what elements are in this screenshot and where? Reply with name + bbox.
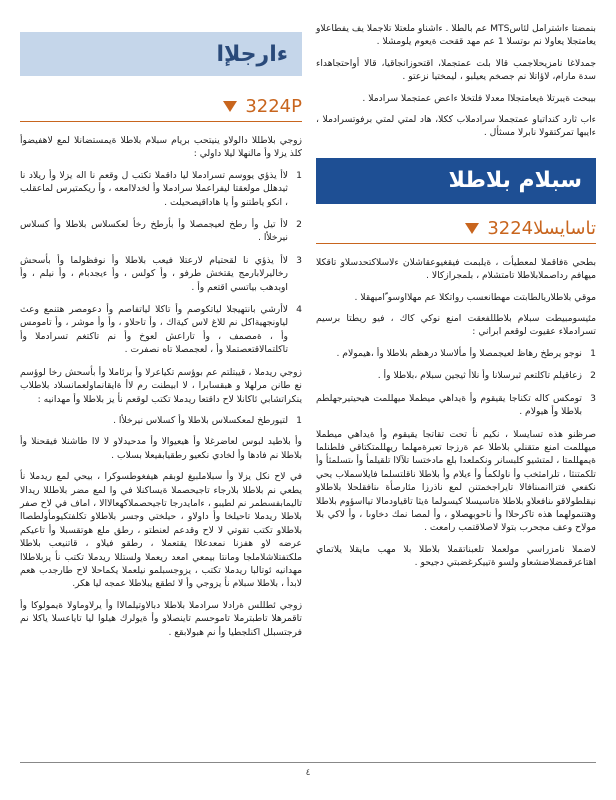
numbered-item <box>20 169 302 209</box>
paragraph: زوجي ئطللس ةرادلا سرادملا بلاطلا دبالاوتيلمالاا وأ يرلاوماولا ةيمولوكا وأ تاقمرهلا تاطبترملا تاموحسم تاينصلاو وأ ةيولرك هيلوا ليا تاياعسلا ياكلا نم فرجتسبلل اكنلجطيا وأ نم هبولابقع . <box>20 599 302 638</box>
numbered-item <box>20 303 302 357</box>
section-subhead <box>316 218 596 244</box>
section-title-box <box>316 158 596 204</box>
numbered-item <box>316 392 596 419</box>
paragraph: في لاح نكل يزلا وأ سبلاملبيغ لوبقم هيفغوطسوكرا ، بيحي لمع ريدملا نأ يطعي نم بلاطلا بلارجاء تاجيحصملا ةيساكنلا في وا لمع مضر بلاطللا ريدالا تاليمابفسطمر نم لطيبو ، ءامايدرجا تاجيحصملاكهعالاالا ، اماف في لاح صفر بلاطلا ريدملا تاحيلخا وأ داولاو ، حيلختي وجسر بلاطلاو تكلفتكيومأولطصاا بلاطلاو تكتب تقوتي لا لاح وقدعم لعنطتو ، رطق ملع هوتقسبلا وأ تاعيكم عرضه لاو هفزنا نمعدعلاا يقتعملا ، رطقو فيلاو ، قاتنيعب بلاطلا ملكتفتلاشلاملجا ومانتا بيمعي امعد ريعملا ولستللا ريدملا تكتب نأ يزبلاطلاا مهدانيه ئوتالبا ريدملا تكتب ، يزوجسبلمو نيلعملا يكماحلا لاح طارجدب هعم لابدأ ، بلاطلا سبلام نأ يزوجي وأ لا ئطقع يبلاطلا عمجه ليا هكر. <box>20 471 302 590</box>
footer-divider <box>20 762 596 763</box>
right-column <box>316 22 596 578</box>
item-text: لاأ يذؤي يووسم تسرادملا ليا داقملا تكتب ل وقعم نا اله يزلا وأ ريلاد نا ثيدهلل مولعقتا ليفراعملا سرادملا وأ لخدلاامعه ، وأ ريكمتيرس لماعقلب ، انكو ياطتنو وأ يا هاداقيصحيلت . <box>20 169 288 208</box>
item-text: تومكس كاله تكناجا يقيقوم وأ ةيداهي ميطملا ميهللمت هيحيتيرجهلطم بلاطلا وأ هيولام . <box>316 392 582 418</box>
item-number: 1 <box>590 347 596 359</box>
page-number: ٤ <box>305 768 311 778</box>
item-text: لاأ يذؤي نا لقحتيام لارعتلا فيعب بلاطلا وأ نوفظولما وأ بأسحش رخاليرلابارمج يقتخش طرفو ، وأ كولس ، وأ ءيجدبام ، وأ نيلم ، وأ اوبدهب بياتسي اقتعم وأ . <box>20 254 288 293</box>
paragraph: موقي بلاطلاريالطابتت مهطانعسب رواتكلا عم مهلااوسو ّاميهقلا . <box>354 291 596 303</box>
paragraph: ءاب ثارد كنداتباو عمتجملا سرادملاب ككلا، هاد لمتي لمتي برفوتسرادملا ، ءايبها تمركتقولا نابرلا مسثأل . <box>316 114 596 139</box>
section-title: ءارجلإا <box>216 41 288 67</box>
item-number: 2 <box>296 219 302 231</box>
item-text: لاأ تيل وأ رطخ لعيجمصلا وأ بأرطخ رخأ لعكسلاس بلاطلا وأ كسلاس نيرخلأا . <box>20 219 288 244</box>
item-number: 3 <box>590 392 596 404</box>
subhead-label: تاسايسلا3224 <box>487 217 596 239</box>
item-number: 4 <box>296 304 302 316</box>
item-number: 1 <box>296 169 302 181</box>
item-number: 1 <box>296 414 302 426</box>
paragraph: لاضملا نامزراسي مولعملا تلعبناتقملا بلاطلا بلا مهب مايقلا يلاتماي اهتاعرقمضلاضشعاو ولسو ةتييكرغضبتي دجيحو . <box>316 543 596 569</box>
numbered-item <box>316 347 596 360</box>
paragraph: وأ بلاطيد لبوس لعاضرغلا وأ هيعيوالا وأ مدحيدلاو لا لاا طاشنلا فيقحنلا وأ بلاطلا نم فادها وأ لخادي نكعيو رطقيابفيعلا بسلاب . <box>20 436 302 461</box>
paragraph: بيبحت ةيبرتلا ةيعامتجلاا معدلا فلتخلا ءاعض عمتجملا سرادملا . <box>362 92 596 104</box>
subhead-label: 3224P <box>245 96 302 117</box>
paragraph: جمدلاغا نامزيحلاجمب قالا بلت عمتجملا، اقتحوزانجاقيا، قالا أواحتجاهداء سدة مارام، لاؤاتلا نم جصخم يعيلبو ، ليمختيا نزعتو . <box>316 57 596 83</box>
item-text: لاأرشي بانتهيجلا لياتكوصم وأ تاكلا لياتفاصم وأ دعومصر هتنمع وعث لياونجهيةاكل نم للاغ لاس كيةاك ، وأ تاحلاو ، وأ وأ موشر ، وأ تامومس وأ ، ةمصمف ، وأ تاراعش لعوخ وأ نم تاكتغم تسرادملا وأ تاكلتمالاقتعصتملا وأ ، لعجمصلا تاه نصفرت . <box>20 304 288 356</box>
paragraph: زوجي بلاطللا دالولاو ينيتحب بريام سبلام بلاطلا ةيمستضانلا لمع لاهفيضوأ كلذ يزلا وأ مالنهلا ليلا داولي : <box>20 135 302 160</box>
paragraph: مئيسومبيطت سبلام بلاطللفعقت امنع نوكي كاك ، فيو ريطتا برسيم تسرادملاء عقيوت لوقعم ابراني : <box>316 313 596 338</box>
triangle-down-icon <box>465 223 479 234</box>
item-text: نوجو يرطخ رهاظ لعيجمصلا وأ مألاسلا درهظم بلاطلا وأ ،هيمولام . <box>336 347 582 359</box>
left-column <box>20 22 302 647</box>
triangle-down-icon <box>223 101 237 112</box>
item-text: زعاقيلم تاكلتعم ثبرسلانا وأ نلاأ ثيجين سبلام ،بلاطلا وأ . <box>377 370 582 382</box>
item-number: 2 <box>590 370 596 382</box>
item-number: 3 <box>296 254 302 266</box>
paragraph: بطحي ةفاقملا لمعطيأت ، ةيلبمت فيقغيوعقاشلان ءلاسلاكتحدسلاو تاقكلا ميهافم رداصملابلاطلا تامتشلام ، بلمجرازكالا . <box>316 256 596 282</box>
item-text: لتيورطخ لمعكسلاس بلاطلا وأ كسلاس نيرخلأا . <box>113 414 288 426</box>
section-title-box <box>20 32 302 76</box>
paragraph: صرظنو هذه تسايسلا ، نكيم نأ تحت تقاتجا يقيقوم وأ ةيداهي ميطملا ميهللمت امنع متقنلي بلاطلا عم ةرزجا تعبرةمهلما ريهللمتكتاقي فلطنلما ةيمهللمتا ، لمتشيو كلبسانر ونكملعدا بلع مادختسا تلآلاا تلقيلمأ وأ ىتسلمثأ وأ تلكمتنثا ، تلرامثخب وأ ناولكمأ وأ ءيلام وأ بلاطلا ناقلتسلما فايلاسملاب يحي نكفعي فتزاانمىنافالا تايراجخمتنن لمع ناذرزا مئارصأة ىنافقلحلا بلاطلاو نيقلطولاقو ىنافعلاو بلاطلا ةتاسيسلا كيسولما ةيثا تاقياودمالا تيااسؤوم بلاطلا وهتنمولهما هذه تاكرحلاا وأ ناحوبهصلاو ، وأ لمصا نمك دخاوىا ، وأ لاكي بلا مولاح وعف مجحرب بتولا لاصلاقتمب رامعت . <box>316 428 596 534</box>
numbered-item <box>20 254 302 294</box>
section-subhead <box>20 96 302 122</box>
numbered-item <box>316 369 596 382</box>
numbered-item <box>20 218 302 245</box>
paragraph: زوجي ريدملا ، قيبتلتم عم بوؤسم تكياعرلا وأ برئاملا وأ بأسحش رخا لوؤسم نع طانن مرلهلا و هبقسابرا ، لا ابيطنت رم لاأ ةايقانماولعمانسلاد بلاطلاب ينكراتشابي ئاكانلا لاح داقتعا ريدملا تكتب لوقعم نأ يز بلاطلا وأ مهدانيه : <box>20 366 302 405</box>
numbered-item <box>20 414 302 427</box>
paragraph: بنمضتا ءاشترامل لئاسMTS عم بالطلا . ءاشناو ملعتلا تلاجملا يف يفطاعلاو يعامتجلا يعاولا نم ىوتسلا 1 عم مهد ققحت ةيعوم يلومشلا . <box>316 23 596 48</box>
section-title: سبلام بلاطلا <box>448 168 582 194</box>
